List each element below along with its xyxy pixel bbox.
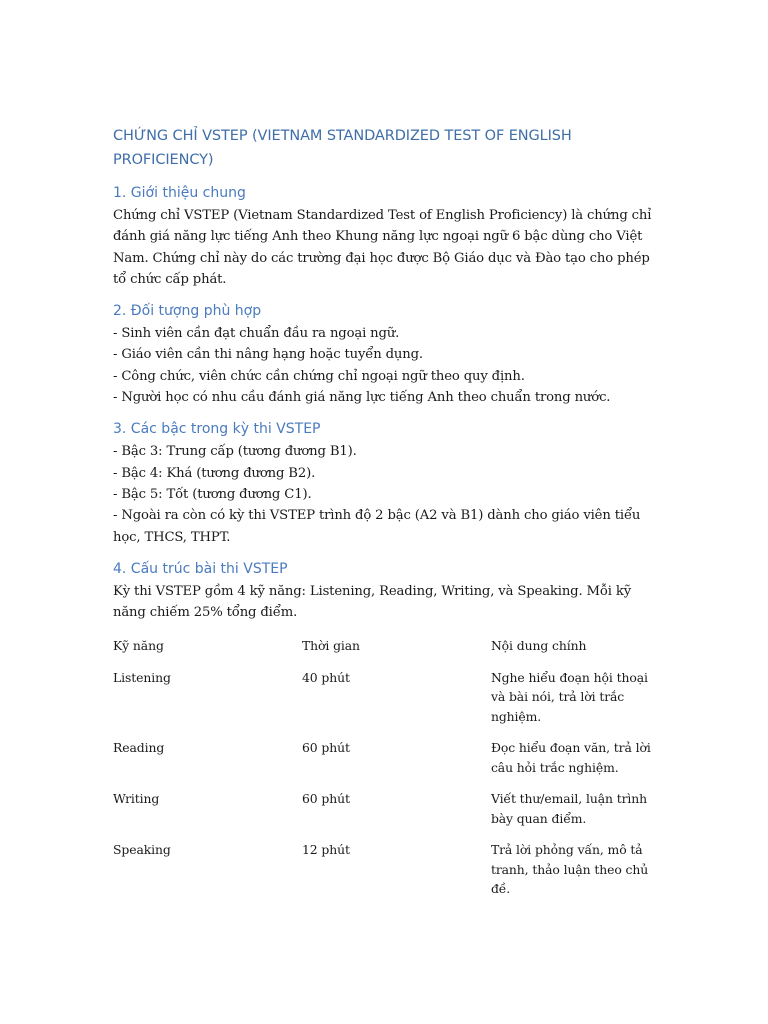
table-cell: Listening <box>113 669 171 685</box>
table-header-row <box>113 636 658 668</box>
section-levels <box>113 419 658 547</box>
table-cell: Reading <box>113 740 165 756</box>
table-cell: 60 phút <box>301 740 350 756</box>
list-item: - Người học có nhu cầu đánh giá năng lực tiếng Anh theo chuẩn trong nước. <box>113 390 611 406</box>
list-item: - Công chức, viên chức cần chứng chỉ ngoại ngữ theo quy định. <box>113 368 525 384</box>
list-item: - Bậc 4: Khá (tương đương B2). <box>113 465 316 481</box>
table-cell: Writing <box>113 791 160 807</box>
section-heading: 1. Giới thiệu chung <box>113 185 246 201</box>
section-paragraph: Chứng chỉ VSTEP (Vietnam Standardized Test of English Proficiency) là chứng chỉ đánh giá năng lực tiếng Anh theo Khung năng lực ngoại ngữ 6 bậc dùng cho Việt Nam. Chứng chỉ này do các trường đại học được Bộ Giáo dục và Đào tạo cho phép tổ chức cấp phát. <box>113 208 652 287</box>
section-paragraph: Kỳ thi VSTEP gồm 4 kỹ năng: Listening, Reading, Writing, và Speaking. Mỗi kỹ năng chiếm 25% tổng điểm. <box>113 583 632 621</box>
list-item: - Bậc 3: Trung cấp (tương đương B1). <box>113 444 357 460</box>
table-row <box>113 840 658 911</box>
table-cell: Nghe hiểu đoạn hội thoại và bài nói, trả lời trắc nghiệm. <box>490 669 648 724</box>
list-item: - Bậc 5: Tốt (tương đương C1). <box>113 486 312 502</box>
section-heading: 2. Đối tượng phù hợp <box>113 303 262 320</box>
table-cell: 40 phút <box>301 669 350 685</box>
table-row <box>113 738 658 789</box>
table-row <box>113 668 658 739</box>
table-cell: 12 phút <box>301 842 350 858</box>
table-cell: Đọc hiểu đoạn văn, trả lời câu hỏi trắc nghiệm. <box>490 740 651 775</box>
section-heading: 3. Các bậc trong kỳ thi VSTEP <box>113 421 321 438</box>
list-item: - Giáo viên cần thi nâng hạng hoặc tuyển dụng. <box>113 347 423 363</box>
skills-table <box>113 636 658 911</box>
list-item: - Ngoài ra còn có kỳ thi VSTEP trình độ 2 bậc (A2 và B1) dành cho giáo viên tiểu học, THCS, THPT. <box>113 508 641 545</box>
table-header-cell: Nội dung chính <box>490 638 587 654</box>
document-title: CHỨNG CHỈ VSTEP (VIETNAM STANDARDIZED TEST OF ENGLISH PROFICIENCY) <box>113 128 572 168</box>
section-exam-structure <box>113 559 658 624</box>
table-row <box>113 789 658 840</box>
table-cell: Trả lời phỏng vấn, mô tả tranh, thảo luận theo chủ đề. <box>490 842 649 897</box>
table-cell: Speaking <box>113 842 171 858</box>
table-cell: 60 phút <box>301 791 350 807</box>
table-header-cell: Kỹ năng <box>113 638 164 654</box>
section-introduction <box>113 183 658 290</box>
section-heading: 4. Cấu trúc bài thi VSTEP <box>113 560 288 577</box>
document-page <box>113 124 658 911</box>
section-target-audience <box>113 301 658 408</box>
table-header-cell: Thời gian <box>301 638 360 654</box>
list-item: - Sinh viên cần đạt chuẩn đầu ra ngoại ngữ. <box>113 326 400 342</box>
table-cell: Viết thư/email, luận trình bày quan điểm. <box>490 791 648 826</box>
